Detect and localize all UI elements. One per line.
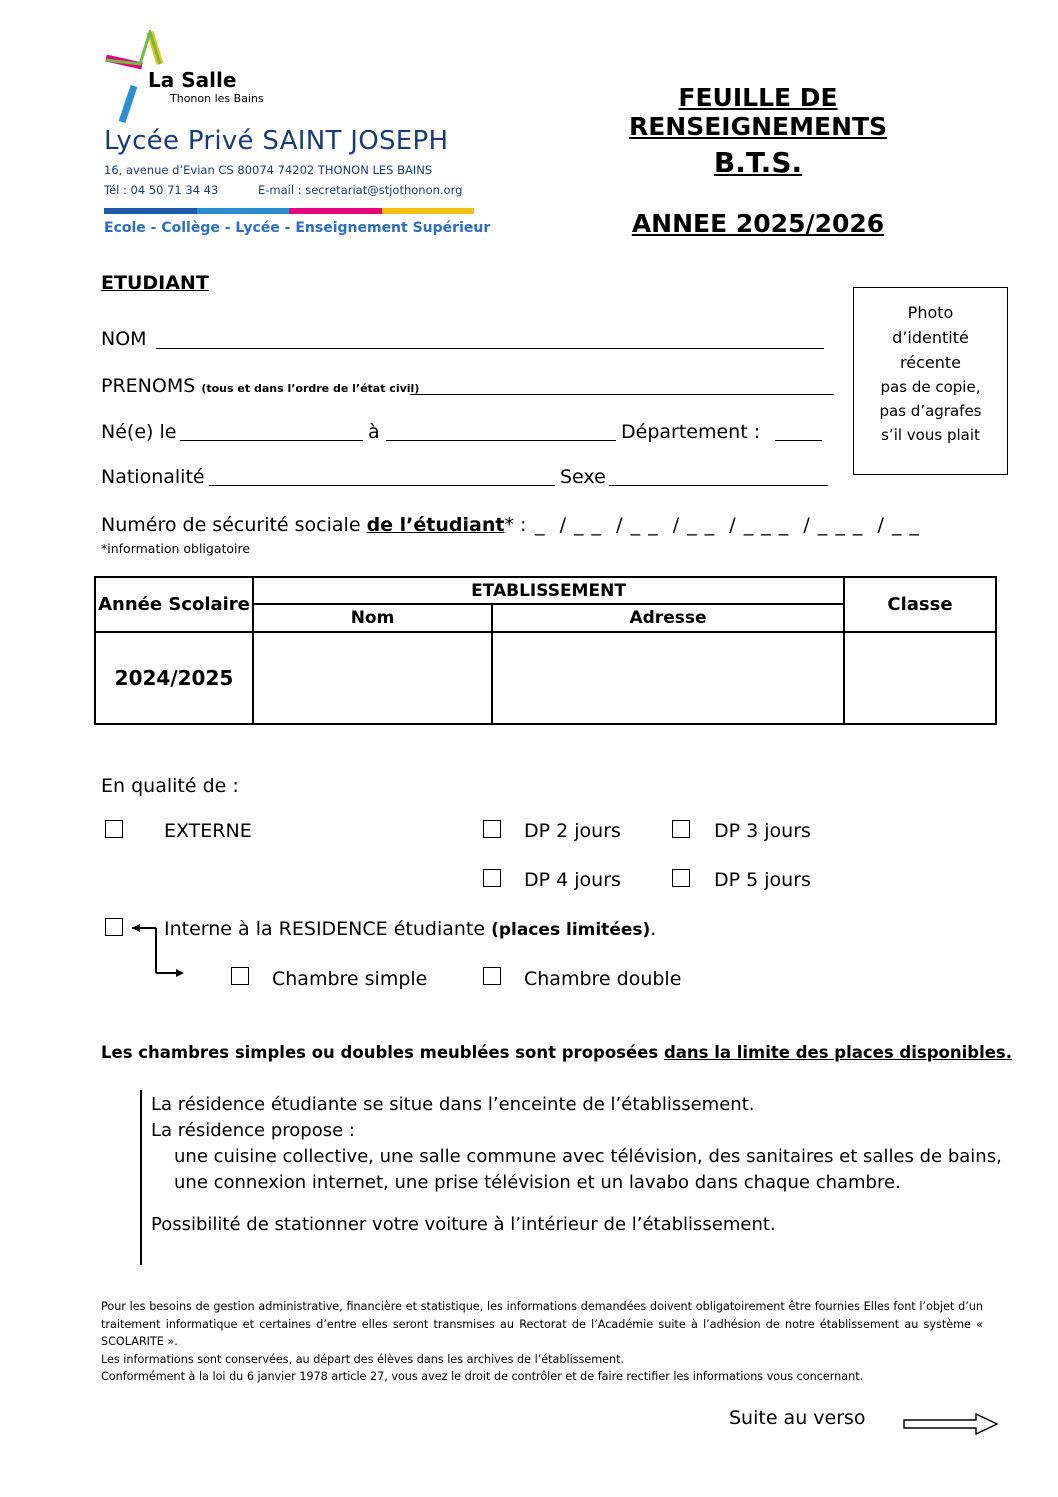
- dp4-label: DP 4 jours: [524, 869, 621, 891]
- dp2-checkbox[interactable]: [483, 820, 501, 838]
- nom-label: NOM: [101, 328, 147, 350]
- department-field[interactable]: [775, 440, 822, 441]
- residence-rule: [140, 1090, 142, 1265]
- interne-label-text: Interne à la RESIDENCE étudiante: [164, 918, 486, 940]
- logo-bar-segment: [197, 208, 290, 214]
- header-school-year: Année Scolaire: [95, 577, 253, 632]
- nom-field[interactable]: [156, 348, 824, 349]
- birthplace-field[interactable]: [386, 440, 616, 441]
- chambre-simple-checkbox[interactable]: [231, 967, 249, 985]
- social-security-label: [101, 514, 526, 536]
- photo-line-3: récente: [900, 353, 961, 372]
- logo-phone: Tél : 04 50 71 34 43: [104, 183, 219, 197]
- chambre-simple-label: Chambre simple: [272, 968, 428, 990]
- prenoms-note: (tous et dans l’ordre de l’état civil): [201, 382, 420, 395]
- photo-line-2: d’identité: [892, 328, 969, 347]
- status-label: En qualité de :: [101, 775, 239, 797]
- prenoms-label: [101, 375, 419, 397]
- residence-line-2: La résidence propose :: [151, 1120, 355, 1141]
- social-security-field[interactable]: _ / _ _ / _ _ / _ _ / _ _ _ / _ _ _ / _ _: [535, 514, 920, 536]
- rooms-notice: [101, 1043, 1012, 1062]
- page-subtitle: B.T.S.: [713, 146, 803, 179]
- photo-line-1: Photo: [907, 303, 954, 322]
- row-address-cell[interactable]: [492, 632, 844, 724]
- logo-brand: La Salle: [148, 68, 237, 92]
- privacy-paragraph-1: Pour les besoins de gestion administrative, financière et statistique, les informations demandées doivent obligatoirement être fournies Elles font l’objet d’un traitement informatique et certaines d’entre elles seront transmises au Rectorat de l’Académie suite à l’adhésion de notre établissement au système « SCOLARITE ».: [101, 1300, 983, 1348]
- residence-line-1: La résidence étudiante se situe dans l’enceinte de l’établissement.: [151, 1094, 755, 1115]
- logo-school-name: Lycée Privé SAINT JOSEPH: [104, 126, 449, 156]
- dp4-checkbox[interactable]: [483, 869, 501, 887]
- right-arrow-icon: [902, 1412, 1000, 1436]
- sex-field[interactable]: [609, 485, 828, 486]
- privacy-paragraph-3: Conformément à la loi du 6 janvier 1978 article 27, vous avez le droit de contrôler et de faire rectifier les informations vous concernant.: [101, 1370, 864, 1383]
- residence-line-3: une cuisine collective, une salle commune avec télévision, des sanitaires et salles de bains,: [174, 1146, 1002, 1167]
- social-security-emphasis: de l’étudiant: [366, 514, 505, 536]
- photo-box: [853, 287, 1008, 475]
- logo-tagline: Ecole - Collège - Lycée - Enseignement Supérieur: [104, 220, 491, 236]
- logo-address: 16, avenue d’Evian CS 80074 74202 THONON LES BAINS: [104, 163, 433, 177]
- header-class: Classe: [844, 577, 996, 632]
- nationality-label: Nationalité: [101, 466, 205, 488]
- birthdate-label: Né(e) le: [101, 421, 177, 443]
- externe-checkbox[interactable]: [105, 820, 123, 838]
- dp5-label: DP 5 jours: [714, 869, 811, 891]
- prenoms-field[interactable]: [410, 394, 834, 395]
- sex-label: Sexe: [560, 466, 606, 488]
- logo-bar-segment: [382, 208, 475, 214]
- interne-checkbox[interactable]: [105, 918, 123, 936]
- dp2-label: DP 2 jours: [524, 820, 621, 842]
- birthplace-label: à: [368, 421, 380, 443]
- row-class-cell[interactable]: [844, 632, 996, 724]
- photo-line-6: s’il vous plait: [881, 426, 980, 444]
- nationality-field[interactable]: [209, 485, 555, 486]
- photo-line-5: pas d’agrafes: [879, 402, 982, 420]
- header-address: Adresse: [492, 604, 844, 632]
- chambre-double-checkbox[interactable]: [483, 967, 501, 985]
- row-name-cell[interactable]: [253, 632, 492, 724]
- logo-email: E-mail : secretariat@stjothonon.org: [258, 183, 463, 197]
- interne-note: (places limitées): [491, 920, 651, 940]
- continue-on-back-label: Suite au verso: [729, 1407, 866, 1429]
- externe-label: EXTERNE: [164, 820, 252, 842]
- school-year-title: ANNEE 2025/2026: [631, 209, 885, 238]
- residence-line-5: Possibilité de stationner votre voiture à l’intérieur de l’établissement.: [151, 1214, 776, 1235]
- header-name: Nom: [253, 604, 492, 632]
- page-title: FEUILLE DE RENSEIGNEMENTS: [628, 83, 888, 141]
- logo-bar-segment: [104, 208, 197, 214]
- social-security-label-text: Numéro de sécurité sociale: [101, 514, 361, 536]
- dp3-label: DP 3 jours: [714, 820, 811, 842]
- logo-color-bar: [104, 208, 474, 214]
- rooms-notice-emphasis: dans la limite des places disponibles.: [663, 1043, 1013, 1062]
- rooms-notice-text: Les chambres simples ou doubles meublées sont proposées: [101, 1043, 659, 1062]
- chambre-double-label: Chambre double: [524, 968, 682, 990]
- interne-period: .: [650, 918, 657, 940]
- dp3-checkbox[interactable]: [672, 820, 690, 838]
- logo-brand-sub: Thonon les Bains: [170, 92, 264, 105]
- department-label: Département :: [621, 421, 761, 443]
- dp5-checkbox[interactable]: [672, 869, 690, 887]
- row-school-year: 2024/2025: [95, 632, 253, 724]
- mandatory-note: *information obligatoire: [101, 541, 251, 556]
- residence-line-4: une connexion internet, une prise télévision et un lavabo dans chaque chambre.: [174, 1172, 901, 1193]
- establishment-table: [94, 576, 997, 725]
- social-security-star: * :: [504, 514, 527, 536]
- prenoms-label-text: PRENOMS: [101, 375, 196, 397]
- interne-label: [164, 918, 656, 940]
- birthdate-field[interactable]: [180, 440, 363, 441]
- header-establishment: ETABLISSEMENT: [253, 577, 844, 604]
- photo-line-4: pas de copie,: [880, 378, 981, 396]
- section-heading-student: ETUDIANT: [101, 272, 209, 294]
- privacy-paragraph-2: Les informations sont conservées, au départ des élèves dans les archives de l’établissement.: [101, 1353, 625, 1366]
- logo-bar-segment: [289, 208, 382, 214]
